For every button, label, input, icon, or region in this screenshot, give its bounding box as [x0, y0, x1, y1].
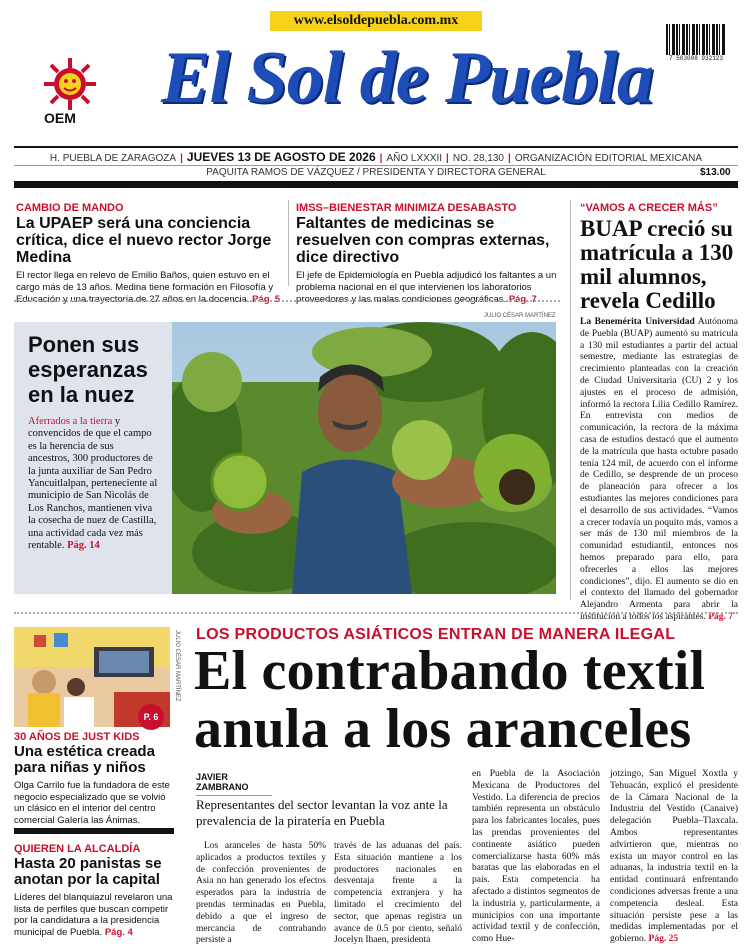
page-ref[interactable]: Pág. 7: [508, 294, 537, 305]
oem-logo-text: OEM: [44, 110, 76, 126]
volume-year: AÑO LXXXII: [386, 153, 443, 164]
website-url[interactable]: www.elsoldepuebla.com.mx: [270, 11, 482, 31]
story-kicker: IMSS–BIENESTAR MINIMIZA DESABASTO: [296, 202, 517, 214]
feature-body: Aferrados a la tierra y convencidos de que el campo es la herencia de sus ancestros, 300 productores de la junta auxiliar de San Pedro Yancuitlalpan, perteneciente al municipio de San Nicolás de Los Ranchos, mantienen viva la cosecha de nuez de Castilla, una actividad cada vez más rentable. Pág. 14: [28, 416, 158, 552]
story-panistas[interactable]: [14, 843, 174, 938]
lead-column-3: en Puebla de la Asociación Mexicana de Productores del Vestido. La diferencia de precios también representa un obstáculo para los fabricantes locales, pues las prendas provenientes del continente asiático pueden comercializarse hasta 60% más baratas que las elaboradas en el país. Esta competencia ha afectado a distintos segmentos de la industria y, particularmente, a municipios con una importante actividad textil y de confección, como Hue-: [472, 769, 600, 944]
story-headline[interactable]: La UPAEP será una conciencia crítica, dice el nuevo rector Jorge Medina: [16, 215, 272, 266]
story-buap[interactable]: [580, 202, 738, 624]
edition-info-line: H. PUEBLA DE ZARAGOZA | JUEVES 13 DE AGOSTO DE 2026 | AÑO LXXXII | NO. 28,130 | ORGANIZACIÓN EDITORIAL MEXICANA: [49, 150, 703, 164]
masthead-black-bar: [14, 181, 738, 188]
page-ref[interactable]: Pág. 7: [708, 611, 734, 622]
photo-credit: JULIO CÉSAR MARTÍNEZ: [174, 630, 180, 702]
lead-deck: Representantes del sector levantan la voz ante la prevalencia de la piratería en Puebla: [196, 797, 448, 828]
story-body: La Benemérita Universidad Autónoma de Puebla (BUAP) aumentó su matrícula a 130 mil estudiantes a partir del actual semestre, mediante las estrategias de crecimiento planteadas con la creación de Ciudad Universitaria (CU) 2 y los ajustes en el proceso de admisión, informó la rectora Lilia Cedillo Ramírez. En entrevista con medios de comunicación, la rectora de la máxima casa de estudios destacó que el aumento de la matrícula que hasta octubre pasado tenía 124 mil, de acuerdo con el informe de Cedillo, se desprende de un proceso de planeación para ofrecer a los estudiantes las mejores condiciones para el desarrollo de sus actividades. “Vamos a crecer todavía un poquito más, vamos a ser más de 130 mil miembros de la comunidad estudiantil, entonces nos hemos preparado para ello, para ofrecerles a ellos las mejores condiciones”, dijo. El aumento se dio en el contexto del llamado del gobernador Alejandro Armenta para abrir la institución a todos los aspirantes. Pág. 7: [580, 317, 738, 622]
lead-headline[interactable]: El contrabando textil anula a los aranceles: [194, 640, 706, 760]
story-upaep[interactable]: [16, 202, 284, 306]
feature-headline[interactable]: Ponen sus esperanzas en la nuez: [28, 332, 148, 407]
story-summary: Líderes del blanquiazul revelaron una lista de perfiles que buscan competir por la candidatura a la presidencia municipal de Puebla. Pág. 4: [14, 892, 173, 938]
story-headline[interactable]: Hasta 20 panistas se anotan por la capital: [14, 855, 162, 888]
oem-sun-logo-icon: [42, 56, 98, 112]
lead-column-2: través de las aduanas del país. Esta situación mantiene a los productores nacionales en desventaja frente a la competencia extranjera y ha limitado el crecimiento del sector, que apenas registra un avance de 0.5 por ciento, señaló Jocelyn Ihaen, presidenta: [334, 841, 462, 944]
story-summary: El jefe de Epidemiología en Puebla adjudicó los faltantes a un problema nacional en el que intervienen los laboratorios proveedores y las malas condiciones geográficas. Pág. 7: [296, 270, 557, 305]
page-ref[interactable]: Pág. 4: [104, 926, 133, 938]
story-kicker: 30 AÑOS DE JUST KIDS: [14, 731, 140, 743]
story-summary: Olga Carrilo fue la fundadora de este negocio especializado que se volvió un clásico en el interior del centro comercial Galería las Ánimas.: [14, 780, 170, 826]
column-divider: [570, 200, 571, 600]
story-summary: El rector llega en relevo de Emilio Baños, quien estuvo en el cargo más de 13 años. Medina tiene formación en Filosofía y Educación y una trayectoria de 27 años en la docencia. Pág. 5: [16, 270, 281, 305]
organization: ORGANIZACIÓN EDITORIAL MEXICANA: [514, 153, 703, 164]
issue-date: JUEVES 13 DE AGOSTO DE 2026: [186, 150, 376, 164]
issue-number: NO. 28,130: [452, 153, 504, 164]
byline: JAVIER ZAMBRANO: [196, 772, 272, 796]
newspaper-title: El Sol de Puebla: [161, 37, 653, 119]
masthead-rule: [14, 146, 738, 148]
page-ref[interactable]: Pág. 25: [648, 934, 679, 944]
page-ref[interactable]: Pág. 5: [252, 294, 281, 305]
story-kicker: CAMBIO DE MANDO: [16, 202, 124, 214]
story-headline[interactable]: Faltantes de medicinas se resuelven con compras externas, dice directivo: [296, 215, 550, 266]
page-badge[interactable]: P. 6: [138, 704, 164, 730]
story-headline[interactable]: Una estética creada para niñas y niños: [14, 743, 155, 776]
info-rule: [14, 165, 738, 166]
page-ref[interactable]: Pág. 14: [67, 540, 100, 552]
dotted-divider: [14, 300, 560, 302]
story-just-kids[interactable]: [14, 731, 174, 826]
lead-column-1: Los aranceles de hasta 50% aplicados a productos textiles y de confección provenientes de Asia no han generado los efectos esperados para la industria de prendas terminadas en Puebla, debido a que el ingreso de mercancía de contrabando persiste a: [196, 841, 326, 944]
photo-credit: JULIO CÉSAR MARTÍNEZ: [484, 313, 556, 319]
director-line: PAQUITA RAMOS DE VÁZQUEZ / PRESIDENTA Y DIRECTORA GENERAL: [206, 167, 546, 178]
section-black-bar: [14, 828, 174, 834]
column-divider: [288, 200, 289, 286]
city: H. PUEBLA DE ZARAGOZA: [49, 153, 177, 164]
price: $13.00: [700, 167, 731, 178]
barcode-number: 7 503008 932123: [666, 55, 726, 65]
lead-kicker: LOS PRODUCTOS ASIÁTICOS ENTRAN DE MANERA ILEGAL: [196, 626, 676, 643]
story-kicker: QUIEREN LA ALCALDÍA: [14, 843, 141, 855]
story-kicker: “VAMOS A CRECER MÁS”: [580, 202, 718, 214]
walnut-farmer-photo: [172, 322, 556, 594]
dotted-divider: [14, 612, 738, 614]
story-imss[interactable]: [296, 202, 558, 306]
lead-column-4: jotzingo, San Miguel Xoxtla y Tehuacán, explicó el presidente de la Cámara Nacional de la Industria del Vestido (Canaive) delegación Puebla–Tlaxcala. Ambos representantes advirtieron que, mientras no exista un mayor control en las aduanas, la industria textil en la entidad continuará enfrentando condiciones adversas frente a una competencia desleal. Esta situación persiste pese a las medidas implementadas por el gobierno. Pág. 25: [610, 769, 738, 944]
story-headline[interactable]: BUAP creció su matrícula a 130 mil alumnos, revela Cedillo: [580, 216, 734, 313]
